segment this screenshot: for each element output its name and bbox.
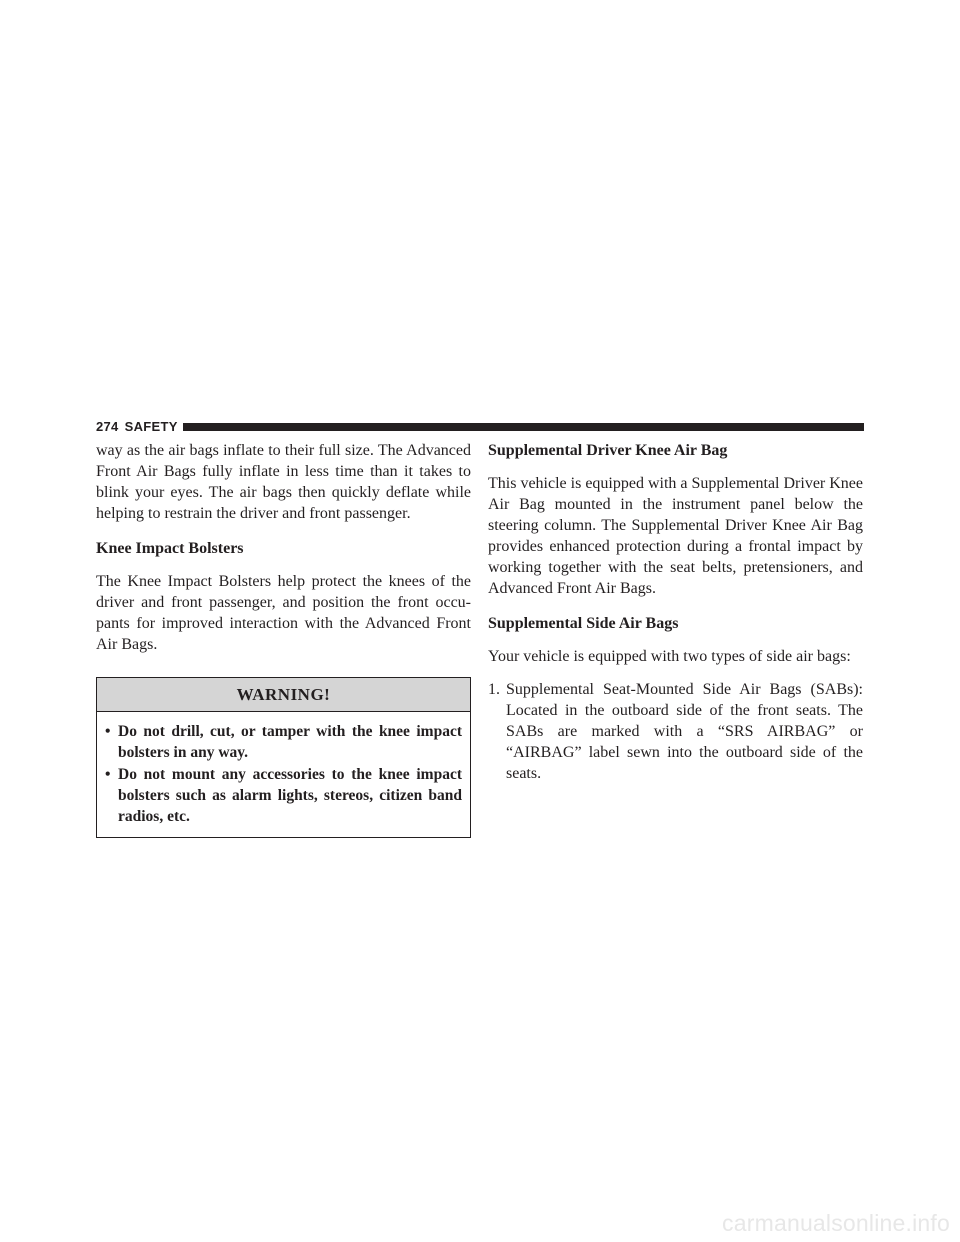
section-title: SAFETY: [124, 419, 178, 434]
knee-bolsters-paragraph: The Knee Impact Bolsters help protect the knees of the driver and front passenger, and position the front occu-pants for improved interaction with the Advanced Front Air Bags.: [96, 573, 471, 653]
warning-title: WARNING!: [97, 678, 470, 712]
list-item: [488, 679, 863, 784]
side-airbags-heading: Supplemental Side Air Bags: [488, 615, 679, 632]
driver-knee-airbag-paragraph: This vehicle is equipped with a Supplemental Driver Knee Air Bag mounted in the instrument panel below the steering column. The Supplemental Driver Knee Air Bag provides enhanced protection during a frontal impact by working together with the seat belts, pretensioners, and Advanced Front Air Bags.: [488, 475, 864, 597]
bullet-icon: •: [105, 766, 111, 783]
side-airbags-paragraph: Your vehicle is equipped with two types of side air bags:: [488, 648, 851, 665]
driver-knee-airbag-heading: Supplemental Driver Knee Air Bag: [488, 442, 728, 459]
intro-paragraph: way as the air bags inflate to their full size. The Advanced Front Air Bags fully inflate in less time than it takes to blink your eyes. The air bags then quickly deflate while helping to restrain the driver and front passenger.: [96, 442, 471, 522]
warning-item: [105, 721, 462, 763]
page-header: [96, 418, 864, 436]
list-item-text: Supplemental Seat-Mounted Side Air Bags (SABs): Located in the outboard side of the front seats. The SABs are marked with a “SRS AIRBAG” or “AIRBAG” label sewn into the outboard side of the seats.: [506, 681, 863, 782]
page-number-label: [96, 418, 178, 436]
warning-item: [105, 764, 462, 827]
list-item-number: 1.: [488, 681, 500, 698]
bullet-icon: •: [105, 723, 111, 740]
left-column: [96, 440, 471, 838]
header-rule: [183, 423, 864, 431]
page-number: 274: [96, 419, 119, 434]
knee-bolsters-heading: Knee Impact Bolsters: [96, 540, 244, 557]
warning-box: [96, 677, 471, 838]
watermark: carmanualsonline.info: [722, 1210, 950, 1236]
warning-item-text: Do not mount any accessories to the knee impact bolsters such as alarm lights, stereos, citizen band radios, etc.: [118, 766, 462, 825]
warning-list: [97, 712, 470, 837]
right-column: [488, 440, 863, 784]
warning-item-text: Do not drill, cut, or tamper with the knee impact bolsters in any way.: [118, 723, 462, 761]
